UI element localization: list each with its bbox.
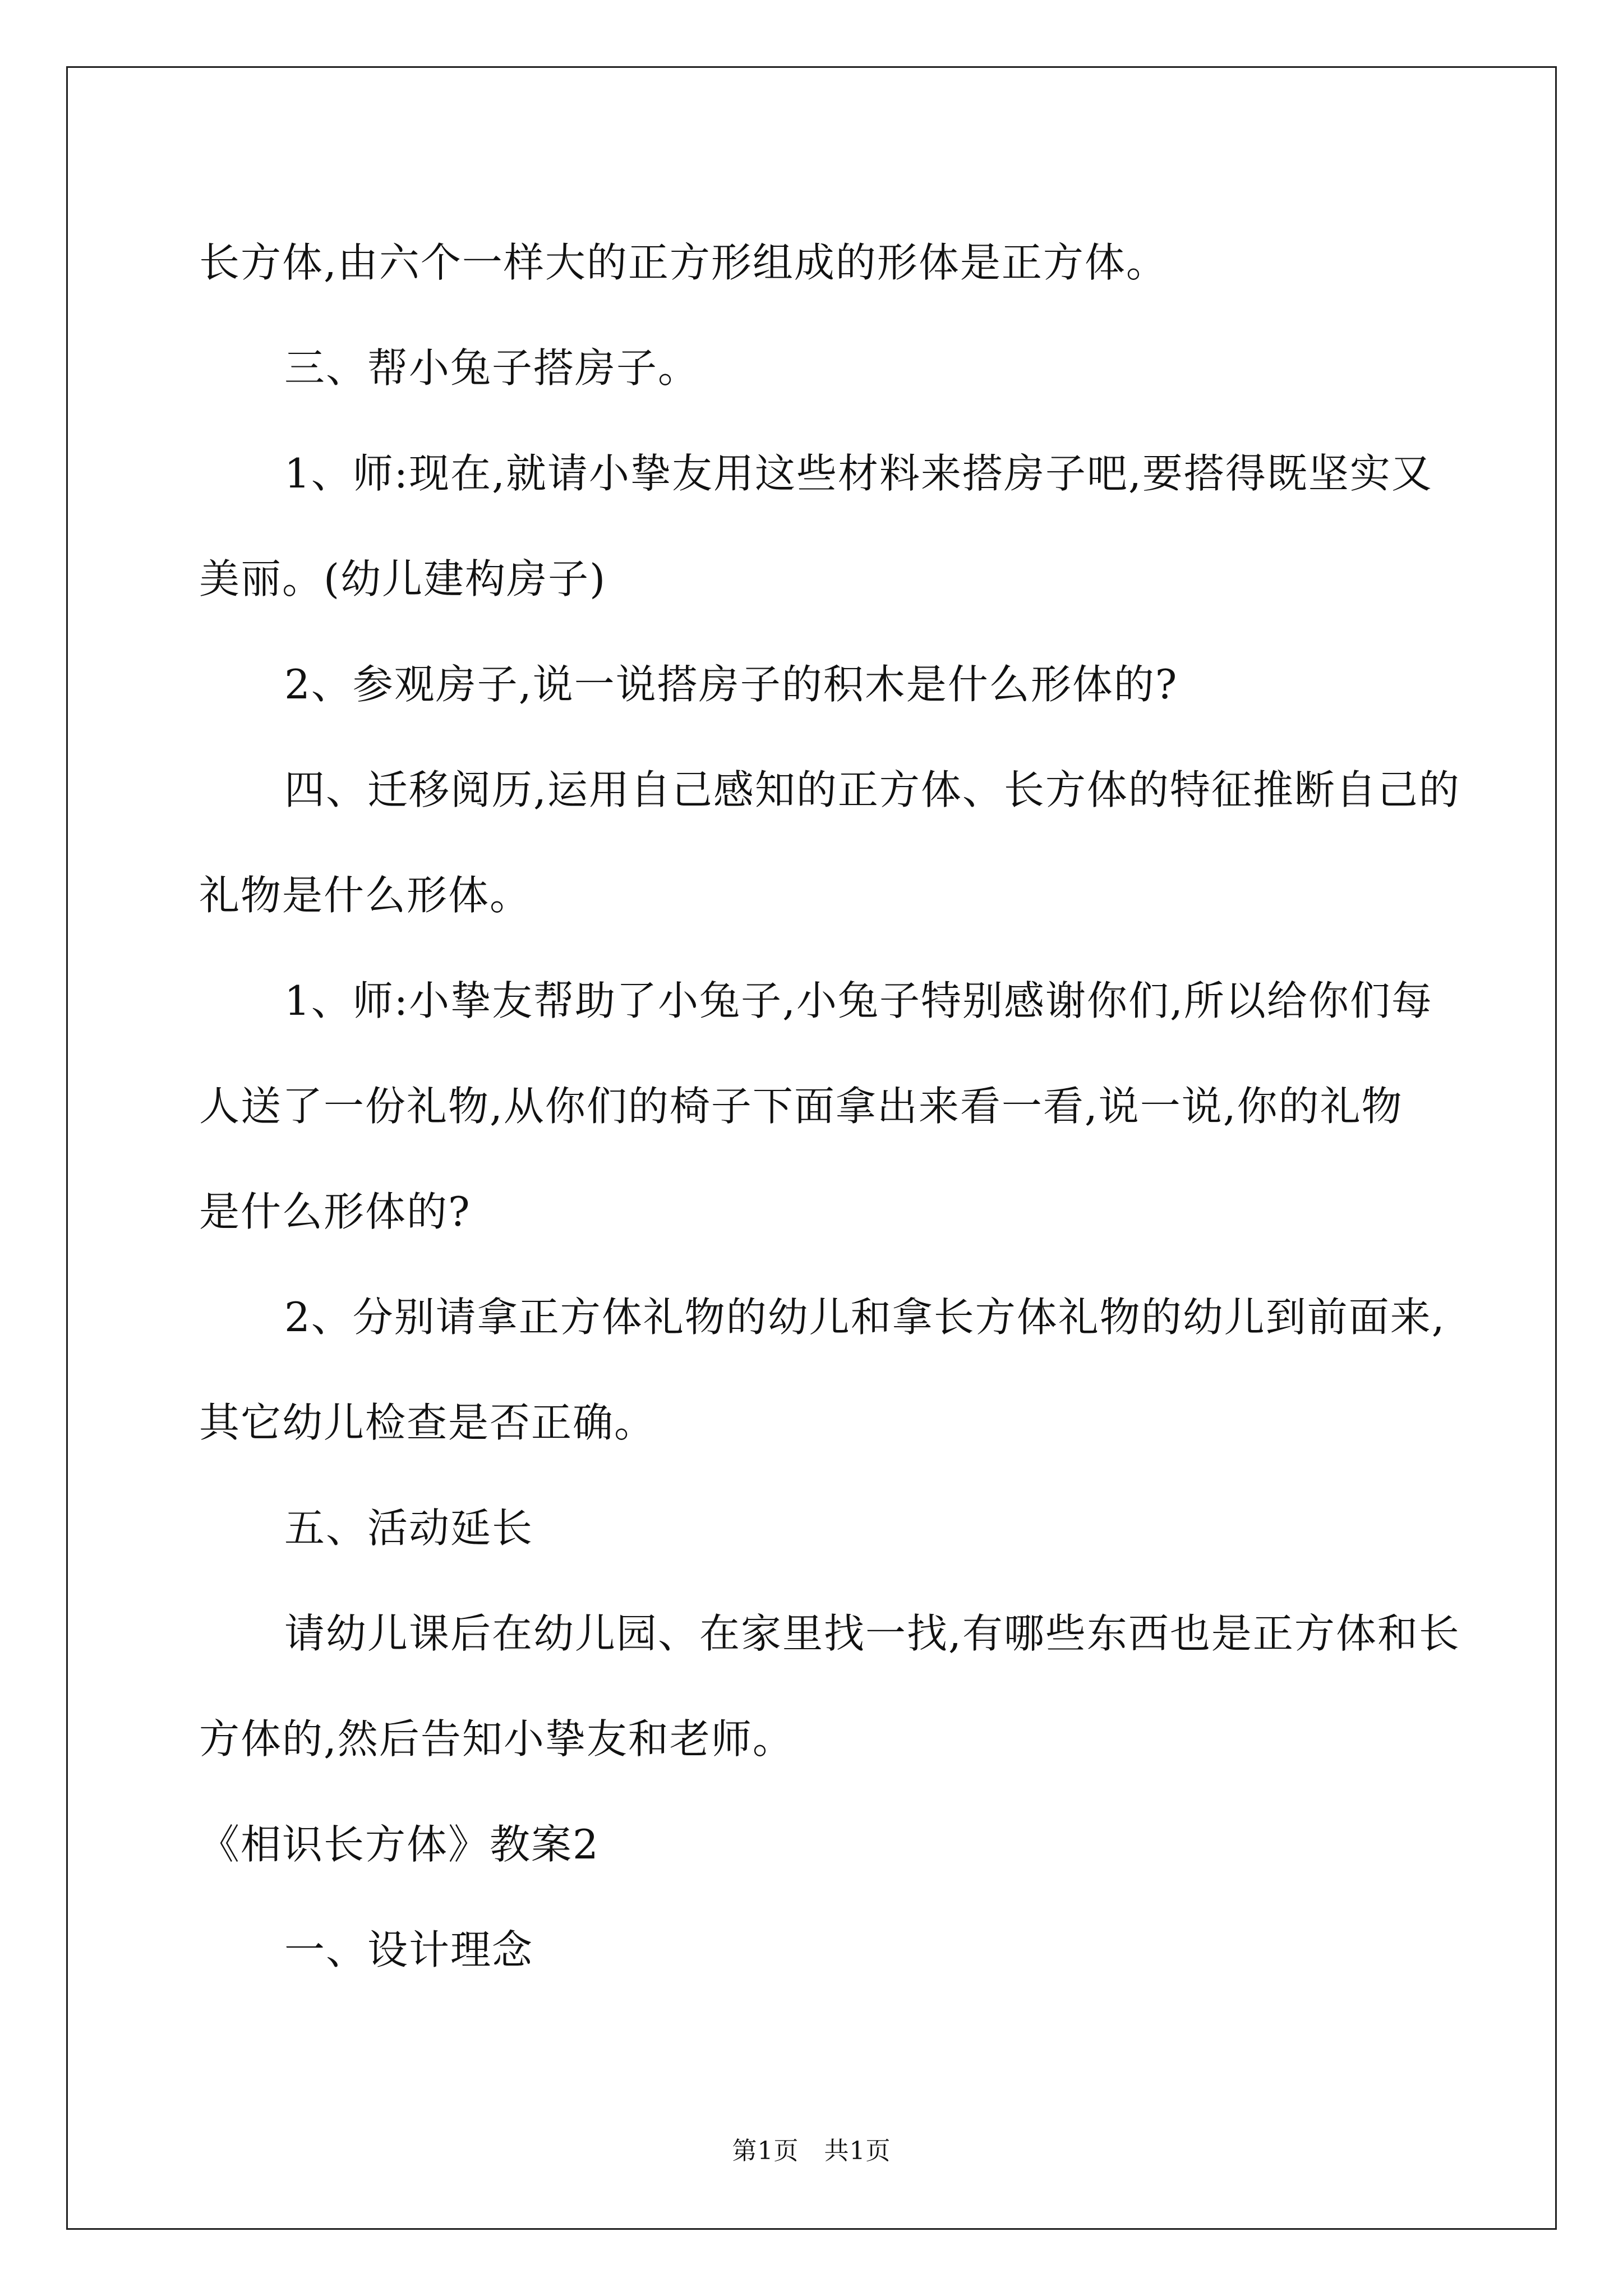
text-line: 三、帮小兔子搭房子。 bbox=[284, 344, 700, 392]
paragraph-continuation bbox=[199, 1686, 1427, 1792]
paragraph bbox=[199, 210, 1427, 315]
text-line: 美丽。(幼儿建构房子) bbox=[199, 555, 607, 602]
text-line: 四、迁移阅历,运用自己感知的正方体、长方体的特征推断自己的 bbox=[284, 766, 1460, 813]
text-line: 1、师:小挚友帮助了小兔子,小兔子特别感谢你们,所以给你们每 bbox=[284, 977, 1433, 1024]
text-line: 一、设计理念 bbox=[284, 1926, 534, 1973]
paragraph-continuation bbox=[199, 526, 1427, 632]
paragraph bbox=[199, 1581, 1460, 1686]
text-line: 人送了一份礼物,从你们的椅子下面拿出来看一看,说一说,你的礼物 bbox=[199, 1083, 1403, 1130]
document-title bbox=[199, 1792, 1427, 1897]
paragraph bbox=[199, 632, 1427, 737]
page-footer bbox=[0, 2131, 1623, 2166]
text-line: 2、参观房子,说一说搭房子的积木是什么形体的? bbox=[284, 661, 1178, 708]
document-body bbox=[199, 210, 1460, 2003]
text-line: 2、分别请拿正方体礼物的幼儿和拿长方体礼物的幼儿到前面来, bbox=[284, 1294, 1446, 1341]
text-line: 《相识长方体》教案2 bbox=[199, 1821, 600, 1868]
text-line: 是什么形体的? bbox=[199, 1188, 471, 1235]
paragraph bbox=[199, 421, 1433, 526]
paragraph-continuation bbox=[199, 1053, 1427, 1159]
paragraph-continuation bbox=[199, 843, 1427, 948]
text-line: 其它幼儿检查是否正确。 bbox=[199, 1399, 656, 1446]
text-line: 请幼儿课后在幼儿园、在家里找一找,有哪些东西也是正方体和长 bbox=[284, 1610, 1460, 1657]
section-heading bbox=[199, 315, 1427, 421]
paragraph bbox=[199, 1264, 1446, 1370]
text-line: 1、师:现在,就请小挚友用这些材料来搭房子吧,要搭得既坚实又 bbox=[284, 450, 1433, 497]
paragraph-continuation bbox=[199, 1370, 1427, 1475]
text-line: 礼物是什么形体。 bbox=[199, 872, 532, 919]
paragraph-continuation bbox=[199, 1159, 1427, 1264]
paragraph bbox=[199, 948, 1433, 1053]
text-line: 五、活动延长 bbox=[284, 1504, 534, 1552]
page-number: 第1页 共1页 bbox=[732, 2137, 891, 2165]
text-line: 长方体,由六个一样大的正方形组成的形体是正方体。 bbox=[199, 239, 1168, 286]
section-heading bbox=[199, 737, 1460, 843]
section-heading bbox=[199, 1475, 1427, 1581]
text-line: 方体的,然后告知小挚友和老师。 bbox=[199, 1715, 794, 1763]
section-heading bbox=[199, 1897, 1427, 2003]
